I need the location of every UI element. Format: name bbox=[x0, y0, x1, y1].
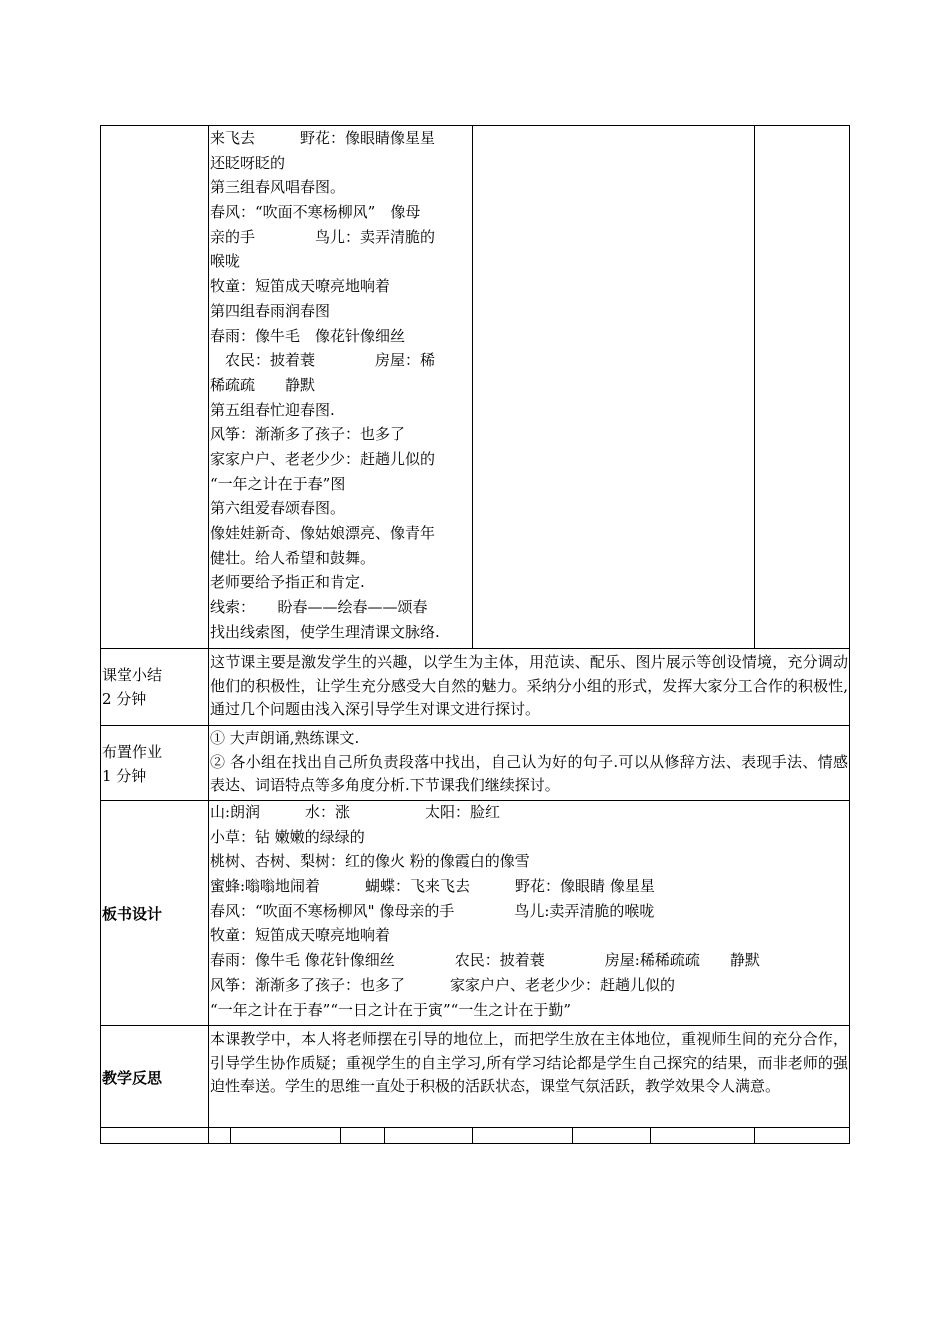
table-left-border bbox=[100, 125, 101, 1144]
bottom-divider-3 bbox=[384, 1127, 385, 1144]
summary-label-title: 课堂小结 bbox=[102, 666, 163, 684]
upper-section-text bbox=[210, 126, 471, 644]
row-separator-1 bbox=[100, 648, 850, 649]
text-line: 老师要给予指正和肯定. bbox=[210, 573, 365, 592]
reflection-label: 教学反思 bbox=[102, 1069, 163, 1087]
row-separator-4 bbox=[100, 1025, 850, 1026]
text-line: 家家户户、老老少少：赶趟儿似的 bbox=[210, 449, 436, 468]
text-line: 第三组春风唱春图。 bbox=[210, 178, 346, 197]
text-line: 第五组春忙迎春图. bbox=[210, 400, 335, 419]
upper-divider-1 bbox=[472, 125, 473, 648]
blackboard-line: 春风：“吹面不寒杨柳风" 像母亲的手 鸟儿:卖弄清脆的喉咙 bbox=[210, 901, 655, 920]
homework-item-2: ② 各小组在找出自己所负责段落中找出，自己认为好的句子.可以从修辞方法、表现手法、情感表达、词语特点等多角度分析.下节课我们继续探讨。 bbox=[210, 752, 848, 794]
text-line: 春雨：像牛毛 像花针像细丝 bbox=[210, 326, 406, 345]
blackboard-line: 蜜蜂:嗡嗡地闹着 蝴蝶：飞来飞去 野花：像眼睛 像星星 bbox=[210, 877, 655, 896]
homework-label-duration: 1 分钟 bbox=[102, 767, 147, 785]
text-line: 第四组春雨润春图 bbox=[210, 301, 331, 320]
bottom-divider-1 bbox=[230, 1127, 231, 1144]
text-line: 喉咙 bbox=[210, 252, 241, 271]
text-line: 来飞去 野花：像眼睛像星星 bbox=[210, 129, 436, 147]
text-line: 还眨呀眨的 bbox=[210, 153, 286, 172]
homework-content bbox=[210, 727, 848, 798]
homework-label bbox=[102, 740, 162, 788]
summary-content: 这节课主要是激发学生的兴趣，以学生为主体，用范读、配乐、图片展示等创设情境，充分调动他们的积极性，让学生充分感受大自然的魅力。采纳分小组的形式，发挥大家分工合作的积极性,通过几个问题由浅入深引导学生对课文进行探讨。 bbox=[210, 653, 848, 718]
bottom-divider-5 bbox=[572, 1127, 573, 1144]
label-column-divider bbox=[208, 125, 209, 1144]
text-line: “一年之计在于春”图 bbox=[210, 474, 346, 493]
text-line: 健壮。给人希望和鼓舞。 bbox=[210, 548, 376, 567]
summary-label bbox=[102, 663, 162, 711]
blackboard-line: 风筝：渐渐多了孩子：也多了 家家户户、老老少少：赶趟儿似的 bbox=[210, 975, 676, 994]
homework-item-1: ① 大声朗诵,熟练课文. bbox=[210, 729, 360, 747]
homework-label-title: 布置作业 bbox=[102, 743, 163, 761]
table-bottom-border bbox=[100, 1143, 850, 1144]
text-line: 牧童：短笛成天嘹亮地响着 bbox=[210, 277, 391, 296]
blackboard-line: “一年之计在于春”“一日之计在于寅”“一生之计在于勤” bbox=[210, 1000, 572, 1019]
blackboard-content bbox=[210, 800, 848, 1022]
bottom-divider-4 bbox=[472, 1127, 473, 1144]
text-line: 稀疏疏 静默 bbox=[210, 375, 316, 394]
blackboard-line: 春雨：像牛毛 像花针像细丝 农民：披着蓑 房屋:稀稀疏疏 静默 bbox=[210, 951, 760, 970]
blackboard-line: 牧童：短笛成天嘹亮地响着 bbox=[210, 926, 391, 945]
text-line: 农民：披着蓑 房屋：稀 bbox=[210, 351, 436, 370]
blackboard-line: 桃树、杏树、梨树：红的像火 粉的像霞白的像雪 bbox=[210, 852, 530, 871]
blackboard-label: 板书设计 bbox=[102, 905, 163, 923]
text-line: 亲的手 鸟儿：卖弄清脆的 bbox=[210, 227, 436, 246]
bottom-divider-7 bbox=[754, 1127, 755, 1144]
summary-label-duration: 2 分钟 bbox=[102, 690, 147, 708]
row-separator-5 bbox=[100, 1127, 850, 1128]
text-line: 风筝：渐渐多了孩子：也多了 bbox=[210, 425, 406, 444]
table-right-border bbox=[849, 125, 850, 1144]
bottom-divider-2 bbox=[340, 1127, 341, 1144]
text-line: 线索： 盼春——绘春——颂春 bbox=[210, 598, 428, 617]
text-line: 找出线索图，使学生理清课文脉络. bbox=[210, 622, 440, 641]
blackboard-line: 山:朗润 水：涨 太阳：脸红 bbox=[210, 803, 501, 821]
text-line: 像娃娃新奇、像姑娘漂亮、像青年 bbox=[210, 524, 436, 542]
upper-divider-2 bbox=[754, 125, 755, 648]
text-line: 第六组爱春颂春图。 bbox=[210, 499, 346, 518]
row-separator-2 bbox=[100, 725, 850, 726]
bottom-divider-6 bbox=[650, 1127, 651, 1144]
text-line: 春风：“吹面不寒杨柳风” 像母 bbox=[210, 203, 421, 222]
blackboard-line: 小草：钻 嫩嫩的绿绿的 bbox=[210, 827, 365, 846]
reflection-content: 本课教学中，本人将老师摆在引导的地位上，而把学生放在主体地位，重视师生间的充分合作，引导学生协作质疑；重视学生的自主学习,所有学习结论都是学生自己探究的结果，而非老师的强迫性奉送。学生的思维一直处于积极的活跃状态，课堂气氛活跃，教学效果令人满意。 bbox=[210, 1030, 848, 1095]
